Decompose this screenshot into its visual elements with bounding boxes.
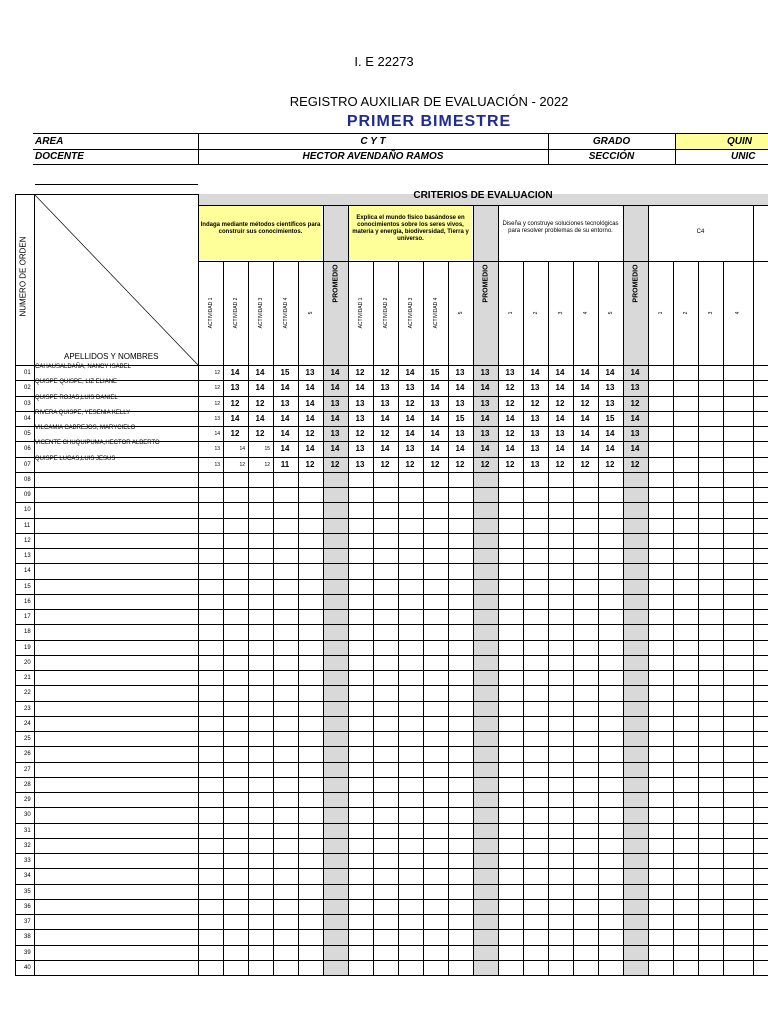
grade-cell: 11	[280, 459, 290, 469]
grade-cell: 14	[239, 446, 245, 453]
grade-cell: 14	[455, 383, 465, 393]
grade-cell: 12	[555, 398, 565, 408]
table-border	[198, 205, 768, 206]
promedio-cell: 14	[330, 413, 340, 423]
grade-cell: 14	[555, 383, 565, 393]
grade-cell: 13	[380, 383, 390, 393]
grade-cell: 13	[530, 444, 540, 454]
grid-row-line	[15, 823, 768, 824]
grid-row-line	[15, 579, 768, 580]
grade-cell: 14	[405, 429, 415, 438]
grade-cell: 13	[355, 413, 365, 423]
grade-cell: 12	[430, 459, 440, 469]
grade-value-cell	[675, 134, 768, 149]
row-number: 34	[24, 873, 31, 880]
grade-cell: 12	[555, 459, 565, 469]
sub-label: ACTIVIDAD 1	[207, 297, 214, 329]
grade-cell: 13	[505, 368, 515, 377]
row-number: 15	[24, 583, 31, 590]
grade-value: QUIN	[727, 136, 752, 147]
promedio-cell: 14	[630, 368, 640, 377]
grid-row-line	[15, 396, 768, 397]
grade-cell: 12	[239, 461, 245, 468]
grade-cell: 14	[580, 444, 590, 454]
grade-cell: 12	[505, 383, 515, 393]
grade-cell: 15	[605, 413, 615, 423]
grade-cell: 14	[280, 383, 290, 393]
promedio-cell: 13	[630, 429, 640, 438]
sub-label: 3	[707, 311, 714, 315]
promedio-cell: 14	[480, 383, 490, 393]
promedio-label: PROMEDIO	[632, 264, 639, 303]
row-number: 16	[24, 598, 31, 605]
grid-row-line	[15, 838, 768, 839]
criterion-1-text: Indaga mediante métodos científicos para construir sus conocimientos.	[200, 222, 321, 235]
grid-row-line	[15, 731, 768, 732]
grade-cell: 13	[214, 446, 220, 453]
grade-cell: 14	[305, 413, 315, 423]
grade-cell: 14	[355, 383, 365, 393]
sub-label: 1	[507, 311, 514, 315]
row-number: 39	[24, 949, 31, 956]
promedio-cell: 12	[480, 459, 490, 469]
grade-cell: 14	[380, 444, 390, 454]
promedio-cell: 13	[480, 398, 490, 408]
row-number: 01	[24, 370, 31, 376]
grade-cell: 14	[405, 413, 415, 423]
grade-cell: 12	[405, 398, 415, 408]
promedio-cell: 13	[330, 429, 340, 438]
promedio-label: PROMEDIO	[482, 264, 489, 303]
row-number: 14	[24, 568, 31, 575]
sub-label: 4	[735, 311, 741, 315]
promedio-cell: 13	[330, 398, 340, 408]
grade-label: GRADO	[592, 136, 631, 147]
grid-row-line	[15, 548, 768, 549]
period-title: PRIMER BIMESTRE	[346, 113, 512, 130]
row-number: 35	[24, 888, 31, 895]
diagonal-divider	[34, 194, 198, 365]
student-name: CAHAUSALDAÑA, NANCY ISABEL	[35, 364, 131, 370]
row-number: 22	[24, 690, 31, 697]
grade-cell: 12	[605, 459, 615, 469]
grade-cell: 13	[405, 383, 415, 393]
grade-cell: 14	[405, 368, 415, 377]
grade-cell: 14	[230, 368, 240, 377]
area-value: C Y T	[360, 136, 386, 147]
grade-cell: 12	[355, 429, 365, 438]
grade-cell: 14	[580, 383, 590, 393]
grade-cell: 13	[380, 398, 390, 408]
row-number: 05	[24, 431, 31, 437]
row-number: 25	[24, 736, 31, 742]
grade-cell: 12	[380, 368, 390, 377]
row-number: 17	[24, 614, 31, 620]
grade-cell: 13	[530, 429, 540, 438]
section-label: SECCIÓN	[588, 151, 635, 162]
grade-cell: 12	[380, 459, 390, 469]
grade-cell: 14	[555, 444, 565, 454]
grid-row-line	[15, 670, 768, 671]
grade-cell: 12	[230, 398, 240, 408]
grade-cell: 14	[580, 413, 590, 423]
sub-label: ACTIVIDAD 4	[432, 297, 439, 329]
student-name: RIVERA QUISPE, YESENIA KELLY	[35, 409, 131, 416]
row-number: 20	[24, 659, 31, 666]
row-number: 27	[24, 766, 31, 773]
grade-cell: 12	[230, 429, 240, 438]
criterion-3-text: Diseña y construye soluciones tecnológicas para resolver problemas de su entorno.	[502, 221, 619, 234]
grade-cell: 13	[214, 415, 220, 422]
grade-cell: 13	[530, 413, 540, 423]
grade-cell: 14	[280, 413, 290, 423]
grade-cell: 12	[455, 459, 465, 469]
grid-row-line	[15, 563, 768, 564]
row-number: 31	[24, 827, 31, 834]
sub-label: ACTIVIDAD 3	[257, 297, 264, 329]
grid-row-line	[15, 655, 768, 656]
row-number: 23	[24, 705, 31, 712]
promedio-column-bg	[623, 205, 648, 975]
grade-cell: 12	[355, 368, 365, 377]
grade-cell: 13	[280, 398, 290, 408]
grid-col-line	[473, 205, 474, 975]
grade-cell: 15	[455, 413, 465, 423]
grade-cell: 12	[505, 398, 515, 408]
row-number: 40	[24, 964, 31, 971]
grade-cell: 14	[305, 444, 315, 454]
row-number: 28	[24, 781, 31, 788]
grid-row-line	[15, 701, 768, 702]
grid-col-line	[623, 205, 624, 975]
sub-label: 5	[457, 311, 464, 315]
grade-cell: 15	[430, 368, 440, 377]
sub-label: 2	[532, 311, 539, 315]
grade-cell: 14	[380, 413, 390, 423]
student-name: QUISPE ROJAS,LUIS DANIEL	[35, 394, 118, 401]
grid-row-line	[15, 716, 768, 717]
row-number: 29	[24, 797, 31, 803]
criterion-2-text: Explica el mundo físico basándose en conocimientos sobre los seres vivos, materia y energía, biodiversidad, Tierra y universo.	[352, 215, 469, 242]
promedio-cell: 14	[630, 413, 640, 423]
grade-cell: 14	[305, 383, 315, 393]
grade-cell: 14	[255, 368, 265, 377]
grade-cell: 13	[230, 383, 240, 393]
grade-cell: 13	[605, 383, 615, 393]
promedio-cell: 14	[480, 444, 490, 454]
grade-cell: 14	[605, 444, 615, 454]
grade-cell: 12	[580, 459, 590, 469]
sub-label: 4	[582, 311, 589, 315]
row-number: 26	[24, 751, 31, 758]
grade-cell: 14	[505, 413, 515, 423]
grid-row-line	[15, 472, 768, 473]
grid-col-line	[498, 205, 499, 975]
row-number: 37	[24, 919, 31, 925]
grade-cell: 12	[264, 461, 270, 468]
grade-cell: 12	[305, 429, 315, 438]
grade-cell: 14	[455, 444, 465, 454]
promedio-cell: 13	[630, 383, 640, 393]
grid-row-line	[15, 609, 768, 610]
criteria-header: CRITERIOS DE EVALUACION	[413, 190, 553, 201]
grid-row-line	[15, 762, 768, 763]
area-label: AREA	[35, 136, 64, 147]
grade-cell: 15	[280, 368, 290, 377]
grid-row-line	[15, 975, 768, 976]
row-number: 07	[24, 461, 31, 468]
row-number: 08	[24, 476, 31, 483]
grade-cell: 13	[455, 398, 465, 408]
grid-row-line	[15, 746, 768, 747]
grid-row-line	[15, 929, 768, 930]
grade-cell: 12	[505, 459, 515, 469]
grade-cell: 14	[430, 444, 440, 454]
promedio-cell: 12	[630, 398, 640, 408]
promedio-label: PROMEDIO	[332, 264, 339, 303]
grade-cell: 12	[380, 429, 390, 438]
grade-cell: 12	[505, 429, 515, 438]
row-number: 03	[24, 400, 31, 407]
sub-label: 5	[307, 311, 314, 315]
grid-row-line	[15, 960, 768, 961]
grid-row-line	[15, 533, 768, 534]
row-number: 18	[24, 629, 31, 636]
promedio-cell: 13	[480, 429, 490, 438]
grade-cell: 14	[430, 429, 440, 438]
student-name: VILCAMIA CABREJOS, MARYCIELO	[35, 425, 136, 431]
grid-col-line	[348, 205, 349, 975]
teacher-value: HECTOR AVENDAÑO RAMOS	[302, 151, 444, 162]
grid-row-line	[15, 594, 768, 595]
grid-row-line	[15, 518, 768, 519]
student-name: VICENTE CHUQUIPUMA,HECTOR ALBERTO	[35, 440, 160, 447]
grid-row-line	[15, 487, 768, 488]
row-number: 19	[24, 644, 31, 651]
grade-cell: 15	[264, 446, 270, 453]
row-number: 24	[24, 720, 31, 727]
grade-cell: 13	[405, 444, 415, 454]
grid-row-line	[15, 502, 768, 503]
grid-row-line	[15, 685, 768, 686]
sub-label: 1	[657, 311, 664, 315]
grade-cell: 14	[580, 368, 590, 377]
table-border	[15, 194, 16, 975]
grid-col-line	[753, 205, 754, 975]
order-number-header: NUMERO DE ORDEN	[18, 236, 28, 317]
grade-cell: 12	[214, 400, 220, 407]
row-number: 12	[24, 537, 31, 544]
grade-cell: 14	[280, 444, 290, 454]
grade-cell: 14	[555, 368, 565, 377]
grid-row-line	[15, 868, 768, 869]
grade-cell: 14	[214, 431, 220, 437]
promedio-cell: 14	[330, 444, 340, 454]
grade-cell: 14	[530, 368, 540, 377]
grid-row-line	[15, 777, 768, 778]
grade-cell: 14	[255, 413, 265, 423]
sub-label: 3	[557, 311, 564, 315]
row-number: 02	[24, 385, 31, 392]
grade-cell: 14	[505, 444, 515, 454]
grid-col-line	[198, 194, 199, 975]
grade-cell: 13	[430, 398, 440, 408]
grade-cell: 14	[280, 429, 290, 438]
grade-cell: 13	[355, 398, 365, 408]
promedio-cell: 14	[330, 368, 340, 377]
grade-cell: 12	[255, 429, 265, 438]
sub-label: 5	[607, 311, 614, 315]
grade-cell: 13	[605, 398, 615, 408]
grade-cell: 12	[214, 385, 220, 392]
grid-row-line	[15, 914, 768, 915]
grade-cell: 14	[430, 413, 440, 423]
grade-cell: 12	[255, 398, 265, 408]
grid-row-line	[15, 853, 768, 854]
sub-label: ACTIVIDAD 1	[357, 297, 364, 329]
grade-cell: 13	[214, 461, 220, 468]
student-name: QUISPE LUCAS,LUIS JESUS	[35, 455, 116, 462]
grade-cell: 14	[605, 368, 615, 377]
sub-label: ACTIVIDAD 2	[382, 297, 389, 329]
row-number: 36	[24, 903, 31, 910]
teacher-label: DOCENTE	[35, 151, 84, 162]
grid-col-line	[648, 205, 649, 975]
grade-cell: 14	[305, 398, 315, 408]
row-number: 10	[24, 507, 31, 514]
grid-row-line	[15, 884, 768, 885]
promedio-cell: 13	[480, 368, 490, 377]
row-number: 13	[24, 553, 31, 559]
grade-cell: 14	[255, 383, 265, 393]
sub-label: ACTIVIDAD 3	[407, 297, 414, 329]
grid-row-line	[15, 945, 768, 946]
grade-cell: 13	[455, 429, 465, 438]
grade-cell: 13	[530, 383, 540, 393]
promedio-cell: 14	[480, 413, 490, 423]
promedio-column-bg	[473, 205, 498, 975]
names-header: APELLIDOS Y NOMBRES	[64, 352, 159, 361]
grade-cell: 12	[305, 459, 315, 469]
grade-cell: 14	[605, 429, 615, 438]
sub-label: 2	[682, 311, 689, 315]
section-value: UNIC	[731, 151, 756, 162]
grid-row-line	[15, 807, 768, 808]
grade-cell: 14	[230, 413, 240, 423]
criterion-4-text: C4	[696, 229, 705, 235]
grid-col-line	[323, 205, 324, 975]
row-number: 11	[24, 522, 31, 529]
row-number: 09	[24, 492, 31, 498]
grid-row-line	[15, 899, 768, 900]
grade-cell: 13	[305, 368, 315, 377]
grade-cell: 14	[430, 383, 440, 393]
promedio-cell: 12	[330, 459, 340, 469]
grid-row-line	[15, 640, 768, 641]
promedio-cell: 12	[630, 459, 640, 469]
grade-cell: 13	[530, 459, 540, 469]
sub-label: ACTIVIDAD 2	[232, 297, 239, 329]
promedio-column-bg	[323, 205, 348, 975]
grid-row-line	[15, 624, 768, 625]
register-title: REGISTRO AUXILIAR DE EVALUACIÓN - 2022	[289, 94, 569, 109]
institution-title: I. E 22273	[354, 54, 414, 69]
grade-cell: 12	[214, 370, 220, 376]
row-number: 21	[24, 675, 31, 681]
grid-row-line	[15, 380, 768, 381]
row-number: 38	[24, 934, 31, 941]
sub-label: ACTIVIDAD 4	[282, 297, 289, 329]
grade-cell: 12	[530, 398, 540, 408]
promedio-cell: 14	[330, 383, 340, 393]
row-number: 33	[24, 858, 31, 864]
row-number: 06	[24, 446, 31, 453]
promedio-cell: 14	[630, 444, 640, 454]
grade-cell: 13	[555, 429, 565, 438]
grid-row-line	[15, 457, 768, 458]
student-name: QUISPE QUISPE, LIZ ELIANE	[35, 379, 118, 386]
row-number: 30	[24, 812, 31, 819]
grade-cell: 13	[455, 368, 465, 377]
grade-cell: 14	[555, 413, 565, 423]
grid-row-line	[15, 792, 768, 793]
grade-cell: 13	[355, 444, 365, 454]
row-number: 04	[24, 415, 31, 422]
grade-cell: 12	[580, 398, 590, 408]
grade-cell: 13	[355, 459, 365, 469]
grade-cell: 12	[405, 459, 415, 469]
row-number: 32	[24, 842, 31, 849]
grade-cell: 14	[580, 429, 590, 438]
